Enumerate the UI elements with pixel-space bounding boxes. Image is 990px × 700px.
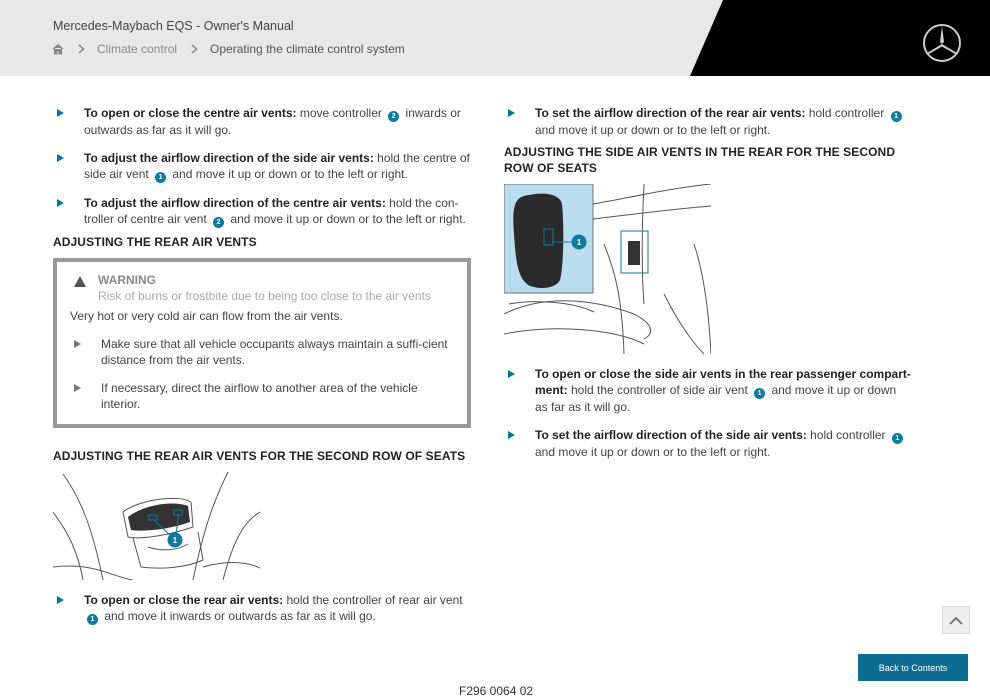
warning-subtitle: Risk of burns or frostbite due to being too close to the air vents: [98, 289, 431, 303]
figure-code: F296 0064 02: [459, 684, 534, 698]
breadcrumb-current: Operating the climate control system: [210, 42, 405, 56]
callout-number: 2: [213, 217, 224, 228]
document-title: Mercedes-Maybach EQS - Owner's Manual: [53, 19, 294, 33]
section-heading-second-row: ADJUSTING THE REAR AIR VENTS FOR THE SECOND ROW OF SEATS: [53, 449, 466, 463]
callout-number: 1: [155, 172, 166, 183]
header-bar: [0, 0, 990, 76]
rear-air-vent-illustration: [53, 472, 260, 580]
list-item: To open or close the side air vents in the rear passenger compart-ment: hold the controller of side air vent 1 and move it up or down as far as it will go.: [504, 366, 912, 415]
warning-header: [70, 272, 453, 304]
section-heading-side-vents: ADJUSTING THE SIDE AIR VENTS IN THE REAR FOR THE SECOND ROW OF SEATS: [504, 145, 896, 175]
breadcrumb: [52, 42, 405, 56]
chevron-right-icon: [191, 44, 198, 54]
bullet-arrow-icon: [508, 370, 515, 378]
section-heading-rear-vents: ADJUSTING THE REAR AIR VENTS: [53, 235, 257, 249]
left-column: [53, 105, 471, 637]
right-column: [504, 105, 912, 472]
bullet-arrow-icon: [57, 109, 64, 117]
list-item: To adjust the airflow direction of the side air vents: hold the centre of side air vent 1 and move it up or down or to the left or right.: [53, 150, 471, 183]
bullet-arrow-icon: [74, 340, 81, 348]
callout-number: 1: [87, 614, 98, 625]
figure-callout-number: 1: [172, 536, 178, 545]
callout-number: 2: [388, 111, 399, 122]
warning-list-item: Make sure that all vehicle occupants always maintain a suffi-cient distance from the air vents.: [70, 336, 453, 368]
list-item: To set the airflow direction of the rear air vents: hold controller 1 and move it up or down or to the left or right.: [504, 105, 912, 138]
home-icon[interactable]: [52, 43, 64, 55]
list-item: To open or close the rear air vents: hold the controller of rear air vent 1 and move it inwards or outwards as far as it will go.: [53, 592, 471, 625]
figure-callout-number: 1: [576, 238, 582, 247]
callout-number: 1: [891, 111, 902, 122]
back-to-top-button[interactable]: [942, 606, 970, 634]
list-item: To set the airflow direction of the side air vents: hold controller 1 and move it up or down or to the left or right.: [504, 427, 912, 460]
bullet-arrow-icon: [57, 199, 64, 207]
callout-number: 1: [892, 433, 903, 444]
list-item: To adjust the airflow direction of the centre air vents: hold the con-troller of centre air vent 2 and move it up or down or to the left or right.: [53, 195, 471, 228]
side-air-vent-illustration: [504, 184, 711, 354]
bullet-arrow-icon: [74, 384, 81, 392]
back-to-contents-button[interactable]: Back to Contents: [858, 654, 968, 681]
warning-triangle-icon: [74, 276, 86, 287]
list-item: To open or close the centre air vents: move controller 2 inwards or outwards as far as it will go.: [53, 105, 471, 138]
bullet-arrow-icon: [57, 596, 64, 604]
bullet-arrow-icon: [57, 154, 64, 162]
breadcrumb-climate-control[interactable]: Climate control: [97, 42, 178, 56]
mercedes-star-logo: [922, 23, 962, 63]
warning-box: [53, 258, 471, 428]
callout-number: 1: [754, 388, 765, 399]
bullet-arrow-icon: [508, 431, 515, 439]
chevron-right-icon: [78, 44, 85, 54]
chevron-up-icon: [949, 616, 963, 625]
warning-list-item: If necessary, direct the airflow to another area of the vehicle interior.: [70, 380, 453, 412]
warning-text: Very hot or very cold air can flow from the air vents.: [70, 309, 343, 323]
warning-label: WARNING: [98, 273, 156, 287]
bullet-arrow-icon: [508, 109, 515, 117]
